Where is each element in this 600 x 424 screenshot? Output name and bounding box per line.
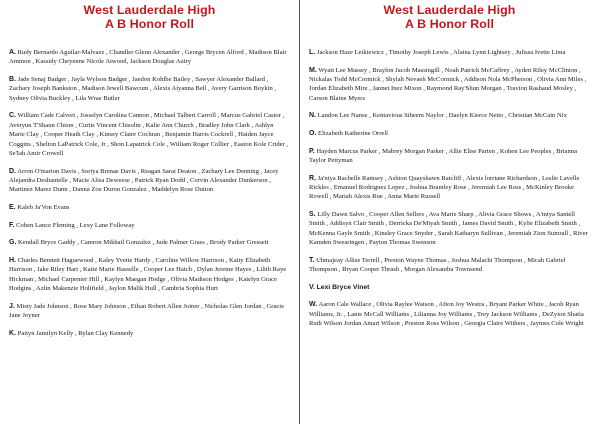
student-names: Jade Senaj Badger , Jayla Wylson Badger , Jaedon Kohlbe Bailey , Sawyer Alexander Ballard , Zachary Joseph Bankston , Madison Jewell Bawcum , Alexis Aiyanna Bell , Avery Garrison Boykin , Sydney Olivia Buckley , Lila Wrae Butler [9, 76, 277, 102]
student-names: Lilly Dawn Salvo , Cooper Allen Sellers , Ava Marie Sharp , Alivia Grace Shows , A'miya Santell Smith , Addisyn Clair Smith , Derricka De'Miyah Smith , James David Smith , Kylie Elizabeth Smith , McKenna Gayle Smith , Kinsley Grace Snyder , Sarah Katharyn Sullivan , Jeremiah Zion Sumrall , River Kamden Swearingen , Payton Thomas Swenson [309, 211, 588, 247]
student-names: Kaleb Ja'Von Evans [17, 204, 70, 212]
letter-section [309, 147, 590, 166]
right-title-block [309, 3, 590, 31]
student-names: Arron O'marion Davis , Soriya Brenae Davis , Reagan Sarai Deaton , Zachary Lee Denning , Jacey Alejandra Deshautelle , Macie Alisa Deweese , Patrick Ryan Dodd , Corvin Alexander Dunkerson , Martinez Marez Dunn , Danna Zoe Duron Gonzalez , Maddelyn Rose Dutton [9, 167, 279, 194]
student-names: Uhmajeay Allise Terrell , Preston Wayne Thomas , Joshua Malachi Thompson , Micah Gabriel Thompson , Bryan Cooper Thrash , Morgan Alexandra Townsend [309, 256, 566, 274]
letter-section [9, 203, 290, 212]
student-names: William Cade Calvert , Josselyn Carolina Cannon , Michael Talbert Carroll , Marcus Gabriel Castor , Averyun T'Shaun Chism , Curtis Vincent Chisolm , Kalie Ann Church , Bradley John Clark , Ashlyn Marie Clay , Cooper Heath Clay , Kinsey Claire Cochran , Benjamin Harris Cockrell , Haiden Jayce Coggins , Shelton LaPatrick Cole, Jr , Shon Lapatrick Cole , William Roger Collier , Easton Kole Crider , Se'Iah Amir Crowell [9, 112, 289, 158]
letter-section [309, 256, 590, 275]
letter-section [9, 48, 290, 67]
section-letter: H. [9, 256, 16, 264]
right-honor-roll-title: A B Honor Roll [404, 17, 495, 31]
section-letter: S. [309, 211, 316, 218]
student-names: Paityn Jamilyn Kelly , Rylan Clay Kennedy [17, 329, 134, 337]
left-title-block [9, 3, 290, 31]
student-names: Cohen Lance Fleming , Lexy Lane Followay [16, 221, 135, 229]
left-sections [9, 48, 290, 338]
letter-section [9, 256, 290, 294]
section-letter: J. [9, 302, 15, 310]
section-letter: F. [9, 221, 15, 229]
letter-section [309, 111, 590, 120]
section-letter: E. [9, 204, 16, 212]
right-sections [309, 48, 590, 329]
student-names: Misty Jade Johnson , Rose Mary Johnson , Ethan Robert Allen Joiner , Nicholas Glen Jordan , Gracie Jane Joyner [9, 302, 285, 320]
section-letter: G. [9, 239, 17, 247]
section-letter: T. [309, 256, 315, 264]
letter-section [309, 210, 590, 248]
letter-section [309, 129, 590, 138]
student-names: Lexi Bryce Vinet [316, 283, 370, 291]
section-letter: A. [9, 49, 16, 56]
left-column [0, 0, 299, 424]
student-names: Elizabeth Katherine Orrell [318, 130, 388, 137]
section-letter: N. [309, 112, 316, 120]
left-school-title: West Lauderdale High [83, 3, 216, 17]
letter-section [309, 66, 590, 104]
letter-section [9, 221, 290, 230]
section-letter: B. [9, 76, 16, 83]
section-letter: D. [9, 167, 16, 175]
section-letter: W. [309, 301, 318, 309]
section-letter: C. [9, 112, 16, 120]
letter-section [309, 283, 590, 292]
student-names: Landon Lee Nanse , Kentavious Siheem Naylor , Daelyn Kierce Netto , Christian McCain Nix [317, 112, 567, 120]
letter-section [9, 238, 290, 247]
section-letter: M. [309, 66, 317, 74]
letter-section [9, 75, 290, 103]
letter-section [9, 329, 290, 338]
student-names: Charles Bennett Haguewood , Kaley Yvette Hardy , Caroline Willow Harrison , Kaity Elizabeth Harrison , Jake Riley Hart , Katie Marie Hasselle , Cooper Lee Hatch , Dylan Jereme Hayes , Lilith Raye Hickman , Michael Carpenter Hill , Kaylyn Maegan Hodge , Olivia Madison Hodges , Katelyn Grace Hodgins , Azlin Makenzie Holifield , Jaylon Malik Hull , Cambria Sophia Hurt [9, 256, 287, 293]
right-school-title: West Lauderdale High [383, 3, 516, 17]
letter-section [309, 174, 590, 202]
right-column [300, 0, 599, 424]
student-names: Kendall Bryce Gaddy , Camron Mikhail Gonzalez , Jude Palmer Grass , Brody Parker Gressett [18, 239, 269, 247]
student-names: Wyatt Lee Massey , Braylon Jacob Massingill , Noah Patrick McCaffrey , Ayden Riley McClinton , Nickalas Todd McCormick , Shylah Nevaeh McCormick , Addison Nola McPherson , Olivia Ann Miles , Jordan Elizabeth Mire , Jannet Inez Mixon , Raymond Ray'Shun Morgan , Travion Rashaud Mosley , Carson Blaine Myers [309, 66, 587, 102]
student-names: Aaron Cale Wallace , Olivia Raylee Watson , Afton Joy Westra , Bryant Parker White , Jacob Ryan Williams, Jr. , Lanie McCall Williams , Lilianna Joy Williams , Trey Jackson Williams , DeZyion Shatia Ruth Wilson Jordan Amari Wilson , Preston Ross Wilson , Georgia Claire Withers , Jaymes Cole Wright [309, 301, 584, 328]
section-letter: L. [309, 49, 316, 56]
student-names: Hayden Marcus Parker , Mabrey Morgan Parker , Allie Elise Parten , Kohen Lee Peoples , Brianna Taylor Pettyman [309, 147, 577, 164]
section-letter: R. [309, 174, 316, 182]
letter-section [9, 167, 290, 195]
student-names: Rudy Bernardo Aguilar-Malvaez , Chandler Glenn Alexander , George Brycen Alford , Madison Blair Ammon , Kassidy Cheyenne Nicole Atwood, Jackson Douglas Autry [9, 49, 287, 66]
section-letter: P. [309, 147, 315, 155]
student-names: Jackson Haze Letkiewicz , Timothy Joseph Lewis , Alaina Lynn Lightsey , Julissa Ivette Lima [316, 49, 566, 56]
letter-section [9, 302, 290, 321]
student-names: Ja'niya Rachelle Ramsey , Ashton Quayshawn Ratcliff , Alexis lorriane Richardson , Leslie Lavelle Rickles , Emanuel Rodriguez Lopez , Joshua Brantley Rose , Jeremiah Lee Ross , McKinley Brooke Rowell , Mariah Alexis Rue , Anna Marie Russell [309, 174, 580, 201]
letter-section [9, 111, 290, 158]
section-letter: O. [309, 130, 317, 137]
section-letter: K. [9, 329, 16, 337]
letter-section [309, 48, 590, 57]
left-honor-roll-title: A B Honor Roll [104, 17, 195, 31]
letter-section [309, 300, 590, 328]
section-letter: V. [309, 283, 315, 291]
